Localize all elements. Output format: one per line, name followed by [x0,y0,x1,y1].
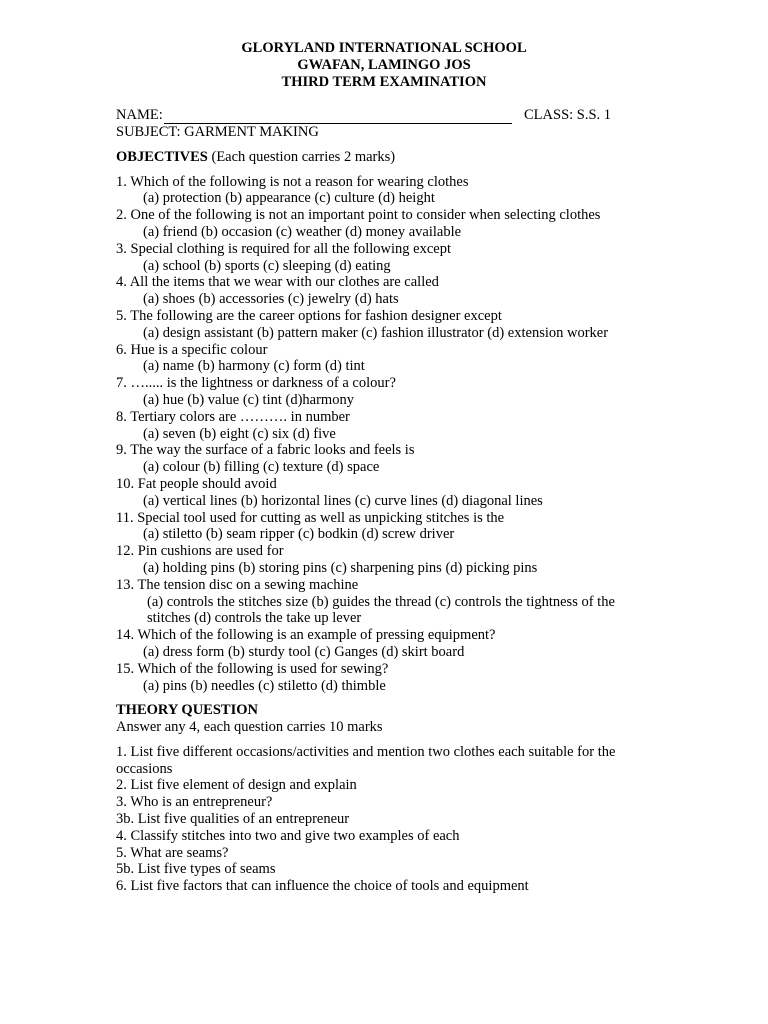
objective-question: 8. Tertiary colors are ………. in number [116,408,350,425]
objective-question: 4. All the items that we wear with our clothes are called [116,274,439,291]
objective-options: (a) friend (b) occasion (c) weather (d) money available [143,223,462,240]
theory-question: 1. List five different occasions/activities and mention two clothes each suitable for the occasions [116,743,616,777]
objective-question: 15. Which of the following is used for sewing? [116,660,389,677]
objective-question: 5. The following are the career options for fashion designer except [116,307,502,324]
objective-options: (a) shoes (b) accessories (c) jewelry (d) hats [143,291,399,308]
theory-question: 5b. List five types of seams [116,861,276,878]
theory-instruction: Answer any 4, each question carries 10 marks [116,719,383,736]
theory-question: 3. Who is an entrepreneur? [116,794,273,811]
theory-question: 4. Classify stitches into two and give two examples of each [116,827,460,844]
name-row [116,107,656,124]
objective-options: (a) hue (b) value (c) tint (d)harmony [143,391,354,408]
school-location: GWAFAN, LAMINGO JOS [297,57,471,73]
exam-header [116,40,652,91]
exam-title: THIRD TERM EXAMINATION [281,74,487,90]
theory-question: 6. List five factors that can influence the choice of tools and equipment [116,878,529,895]
objectives-note: (Each question carries 2 marks) [211,148,396,165]
objective-options: (a) pins (b) needles (c) stiletto (d) thimble [143,677,386,694]
objective-question: 13. The tension disc on a sewing machine [116,576,359,593]
objective-question: 2. One of the following is not an important point to consider when selecting clothes [116,207,601,224]
objective-options: (a) stiletto (b) seam ripper (c) bodkin (d) screw driver [143,526,455,543]
objective-question: 3. Special clothing is required for all the following except [116,240,452,257]
name-blank-line [164,109,512,124]
objective-options: (a) name (b) harmony (c) form (d) tint [143,358,365,375]
objective-options: (a) colour (b) filling (c) texture (d) space [143,459,380,476]
objective-question: 7. …..... is the lightness or darkness of a colour? [116,375,396,392]
theory-question-list [116,744,656,895]
objective-question: 9. The way the surface of a fabric looks and feels is [116,442,415,459]
objective-options: (a) dress form (b) sturdy tool (c) Ganges (d) skirt board [143,643,465,660]
objective-options: (a) vertical lines (b) horizontal lines (c) curve lines (d) diagonal lines [143,492,543,509]
objective-question: 11. Special tool used for cutting as well as unpicking stitches is the [116,509,505,526]
school-name: GLORYLAND INTERNATIONAL SCHOOL [241,40,527,56]
objective-question: 6. Hue is a specific colour [116,341,268,358]
objective-options: (a) controls the stitches size (b) guides the thread (c) controls the tightness of the stitches (d) controls the take up lever [147,593,615,627]
objective-question: 10. Fat people should avoid [116,475,277,492]
objective-options: (a) school (b) sports (c) sleeping (d) eating [143,257,391,274]
objective-options: (a) seven (b) eight (c) six (d) five [143,425,336,442]
objective-options: (a) design assistant (b) pattern maker (c) fashion illustrator (d) extension worker [143,324,609,341]
objective-question-list [116,174,656,695]
objective-question: 14. Which of the following is an example of pressing equipment? [116,627,496,644]
theory-question: 5. What are seams? [116,844,229,861]
class-label: CLASS: S.S. 1 [524,107,612,123]
theory-heading: THEORY QUESTION [116,702,258,719]
subject-label: SUBJECT: GARMENT MAKING [116,124,319,140]
exam-page [116,40,656,895]
objective-options: (a) protection (b) appearance (c) culture (d) height [143,190,435,207]
objective-options: (a) holding pins (b) storing pins (c) sharpening pins (d) picking pins [143,559,538,576]
name-label: NAME: [116,107,163,123]
theory-question: 3b. List five qualities of an entrepreneur [116,811,350,828]
objective-question: 12. Pin cushions are used for [116,543,284,560]
objective-question: 1. Which of the following is not a reason for wearing clothes [116,173,469,190]
objectives-heading: OBJECTIVES [116,148,208,165]
objectives-heading-row [116,149,656,166]
theory-question: 2. List five element of design and explain [116,777,357,794]
